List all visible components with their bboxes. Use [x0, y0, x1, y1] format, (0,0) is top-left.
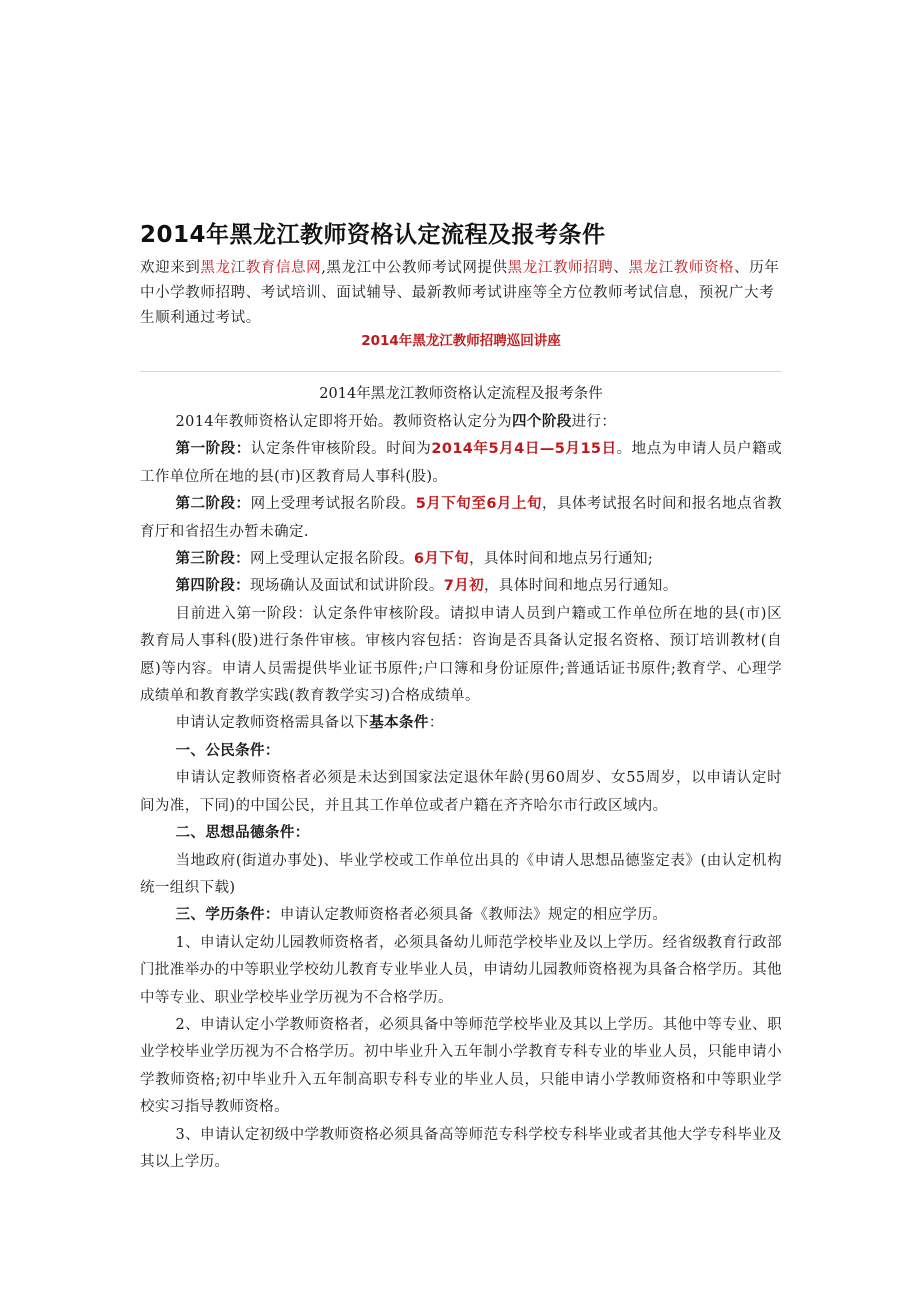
- divider: [140, 371, 782, 372]
- paragraph-stage-4: 第四阶段：现场确认及面试和试讲阶段。7月初，具体时间和地点另行通知。: [175, 578, 678, 595]
- article-title: 2014年黑龙江教师资格认定流程及报考条件: [319, 386, 603, 402]
- paragraph-junior-middle: 3、申请认定初级中学教师资格必须具备高等师范专科学校专科毕业或者其他大学专科毕业及其以上学历。: [140, 1126, 782, 1170]
- paragraph-basic-conditions: 申请认定教师资格需具备以下基本条件：: [175, 715, 444, 732]
- link-heilongjiang-education-info[interactable]: 黑龙江教育信息网: [200, 260, 322, 276]
- link-teacher-qualification[interactable]: 黑龙江教师资格: [628, 260, 735, 276]
- paragraph-stage-2: 第二阶段：网上受理考试报名阶段。5月下旬至6月上旬，具体考试报名时间和报名地点省教育厅和省招生办暂未确定.: [140, 496, 782, 540]
- paragraph-stages-intro: 2014年教师资格认定即将开始。教师资格认定分为四个阶段进行：: [175, 414, 617, 430]
- intro-paragraph: 欢迎来到黑龙江教育信息网,黑龙江中公教师考试网提供黑龙江教师招聘、黑龙江教师资格、历年中小学教师招聘、考试培训、面试辅导、最新教师考试讲座等全方位教师考试信息，预祝广大考生顺利通过考试。: [140, 260, 780, 326]
- paragraph-primary: 2、申请认定小学教师资格者，必须具备中等师范学校毕业及其以上学历。其他中等专业、职业学校毕业学历视为不合格学历。初中毕业升入五年制小学教育专科专业的毕业人员，只能申请小学教师资格;初中毕业升入五年制高职专科专业的毕业人员，只能申请小学教师资格和中等职业学校实习指导教师资格。: [140, 1016, 782, 1116]
- article-body: [140, 409, 782, 1176]
- paragraph-stage-3: 第三阶段：网上受理认定报名阶段。6月下旬，具体时间和地点另行通知;: [175, 551, 654, 568]
- page-title: 2014年黑龙江教师资格认定流程及报考条件: [140, 222, 606, 248]
- paragraph-current-stage: 目前进入第一阶段：认定条件审核阶段。请拟申请人员到户籍或工作单位所在地的县(市)区教育局人事科(股)进行条件审核。审核内容包括：咨询是否具备认定报名资格、预订培训教材(自愿)等内容。申请人员需提供毕业证书原件;户口簿和身份证原件;普通话证书原件;教育学、心理学成绩单和教育教学实践(教育教学实习)合格成绩单。: [140, 605, 782, 705]
- heading-citizen-condition: 一、公民条件：: [175, 742, 280, 759]
- paragraph-moral-condition: 当地政府(街道办事处)、毕业学校或工作单位出具的《申请人思想品德鉴定表》(由认定机构统一组织下载): [140, 852, 782, 896]
- link-teacher-recruitment[interactable]: 黑龙江教师招聘: [507, 260, 614, 276]
- paragraph-education-condition: 三、学历条件：申请认定教师资格者必须具备《教师法》规定的相应学历。: [175, 907, 668, 924]
- paragraph-citizen-condition: 申请认定教师资格者必须是未达到国家法定退休年龄(男60周岁、女55周岁，以申请认定时间为准，下同)的中国公民，并且其工作单位或者户籍在齐齐哈尔市行政区域内。: [140, 770, 782, 814]
- paragraph-stage-1: 第一阶段：认定条件审核阶段。时间为2014年5月4日—5月15日。地点为申请人员户籍或工作单位所在地的县(市)区教育局人事科(股)。: [140, 441, 782, 485]
- heading-moral-condition: 二、思想品德条件：: [175, 825, 310, 842]
- lecture-tour-link[interactable]: 2014年黑龙江教师招聘巡回讲座: [361, 333, 561, 349]
- paragraph-kindergarten: 1、申请认定幼儿园教师资格者，必须具备幼儿师范学校毕业及以上学历。经省级教育行政部门批准举办的中等职业学校幼儿教育专业毕业人员，申请幼儿园教师资格视为具备合格学历。其他中等专业、职业学校毕业学历视为不合格学历。: [140, 934, 782, 1006]
